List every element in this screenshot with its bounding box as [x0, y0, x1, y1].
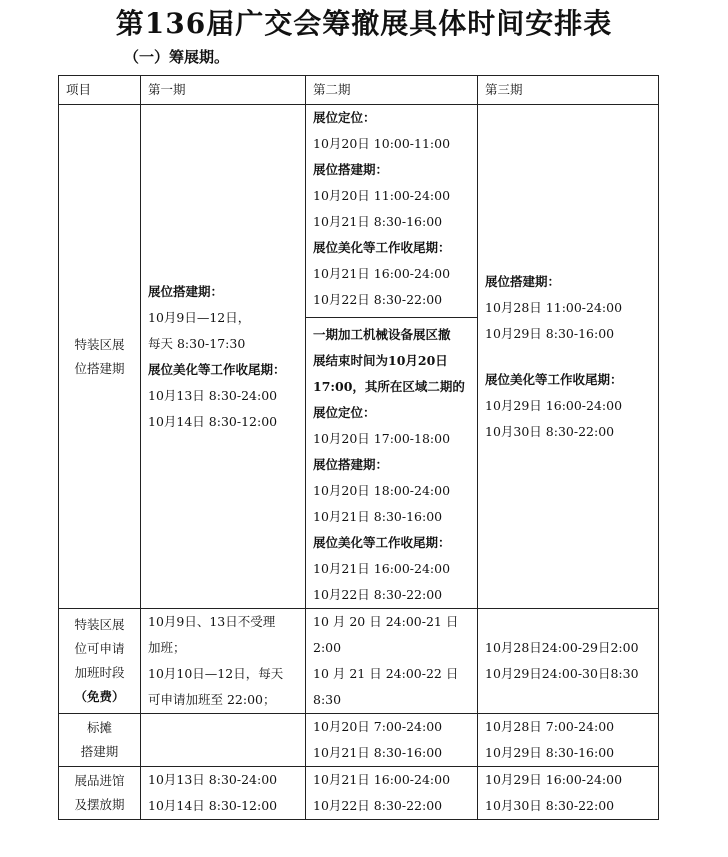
cell-phase-1: [141, 767, 306, 820]
cell-phase-3: [478, 767, 659, 820]
cell-text: 10月20日 10:00-11:00: [313, 136, 451, 151]
cell-text: 10月20日 18:00-24:00: [313, 483, 451, 498]
label-line: 特装区展: [74, 336, 125, 352]
cell-heading: 展位搭建期：: [313, 457, 389, 472]
cell-text: 10月29日 8:30-16:00: [485, 745, 615, 760]
cell-text: 10月9日、13日不受理: [148, 614, 276, 629]
header-item: 项目: [59, 76, 141, 105]
cell-text: 10月13日 8:30-24:00: [148, 387, 278, 403]
cell-text: 10月30日 8:30-22:00: [485, 423, 615, 439]
cell-text: 10月21日 16:00-24:00: [313, 772, 451, 787]
cell-text: 10月21日 8:30-16:00: [313, 509, 443, 524]
cell-phase-1-empty: [141, 714, 306, 767]
cell-text: 10月21日 8:30-16:00: [313, 214, 443, 229]
cell-text: 10月13日 8:30-24:00: [148, 772, 278, 787]
cell-phase-3: [478, 609, 659, 714]
schedule-table: [58, 75, 659, 820]
label-line: （免费）: [74, 689, 125, 704]
label-line: 搭建期: [80, 744, 119, 759]
cell-heading: 展位定位：: [313, 405, 376, 420]
cell-text: 10月14日 8:30-12:00: [148, 413, 278, 429]
row-label-exhibits: [59, 767, 141, 820]
cell-heading: 展位美化等工作收尾期：: [313, 240, 451, 255]
row-label-standard-booth: [59, 714, 141, 767]
table-row: [59, 767, 659, 820]
cell-text: 10月29日 8:30-16:00: [485, 325, 615, 341]
header-phase-2: 第二期: [306, 76, 478, 105]
cell-text: 10月20日 17:00-18:00: [313, 431, 451, 446]
cell-phase-2: [306, 105, 478, 609]
cell-phase-3: [478, 105, 659, 609]
cell-heading: 展位搭建期：: [313, 162, 389, 177]
table-row: [59, 105, 659, 609]
phase-2-machinery-block: [306, 317, 477, 608]
cell-phase-1: [141, 609, 306, 714]
cell-text: 10月29日 16:00-24:00: [485, 397, 623, 413]
row-label-overtime: [59, 609, 141, 714]
cell-text: 10 月 20 日 24:00-21 日: [313, 614, 459, 629]
cell-note: 17:00，其所在区域二期的: [313, 379, 465, 394]
page-title: 第136届广交会筹撤展具体时间安排表: [115, 7, 613, 40]
table-row: [59, 609, 659, 714]
header-row: [59, 76, 659, 105]
cell-heading: 展位定位：: [313, 110, 376, 125]
cell-phase-3: [478, 714, 659, 767]
phase-2-general-block: [306, 105, 477, 317]
cell-heading: 展位搭建期：: [148, 283, 224, 299]
cell-phase-2: [306, 767, 478, 820]
cell-heading: 展位美化等工作收尾期：: [485, 371, 623, 387]
cell-text: 10月29日24:00-30日8:30: [485, 666, 639, 681]
cell-text: 每天 8:30-17:30: [148, 335, 246, 351]
cell-phase-2: [306, 609, 478, 714]
label-line: 展品进馆: [74, 773, 125, 788]
cell-note: 展结束时间为10月20日: [313, 353, 448, 368]
label-line: 加班时段: [74, 665, 125, 680]
cell-heading: 展位美化等工作收尾期：: [148, 361, 286, 377]
cell-text: 10月10日—12日，每天: [148, 666, 284, 681]
spacer: [485, 347, 651, 367]
cell-text: 8:30: [313, 692, 342, 707]
cell-text: 10月28日 7:00-24:00: [485, 719, 615, 734]
label-line: 位搭建期: [74, 360, 125, 376]
row-label-special-build: [59, 105, 141, 609]
cell-text: 10月28日24:00-29日2:00: [485, 640, 639, 655]
cell-note: 一期加工机械设备展区撤: [313, 327, 451, 342]
cell-text: 10月20日 7:00-24:00: [313, 719, 443, 734]
cell-text: 10月21日 8:30-16:00: [313, 745, 443, 760]
label-line: 特装区展: [74, 617, 125, 632]
cell-text: 10 月 21 日 24:00-22 日: [313, 666, 459, 681]
cell-text: 10月9日—12日，: [148, 309, 251, 325]
cell-text: 加班；: [148, 640, 186, 655]
label-line: 及摆放期: [74, 797, 125, 812]
label-line: 位可申请: [74, 641, 125, 656]
cell-text: 10月21日 16:00-24:00: [313, 561, 451, 576]
cell-text: 10月30日 8:30-22:00: [485, 798, 615, 813]
cell-phase-2: [306, 714, 478, 767]
cell-text: 10月20日 11:00-24:00: [313, 188, 451, 203]
cell-phase-1: [141, 105, 306, 609]
cell-text: 2:00: [313, 640, 342, 655]
label-line: 标摊: [86, 720, 112, 735]
cell-text: 10月21日 16:00-24:00: [313, 266, 451, 281]
cell-text: 10月22日 8:30-22:00: [313, 798, 443, 813]
cell-text: 可申请加班至 22:00；: [148, 692, 276, 707]
cell-text: 10月28日 11:00-24:00: [485, 299, 623, 315]
cell-text: 10月22日 8:30-22:00: [313, 292, 443, 307]
cell-heading: 展位搭建期：: [485, 273, 561, 289]
cell-text: 10月29日 16:00-24:00: [485, 772, 623, 787]
cell-heading: 展位美化等工作收尾期：: [313, 535, 451, 550]
table-row: [59, 714, 659, 767]
section-heading: （一）筹展期。: [124, 48, 230, 66]
header-phase-3: 第三期: [478, 76, 659, 105]
cell-text: 10月14日 8:30-12:00: [148, 798, 278, 813]
cell-text: 10月22日 8:30-22:00: [313, 587, 443, 602]
header-phase-1: 第一期: [141, 76, 306, 105]
